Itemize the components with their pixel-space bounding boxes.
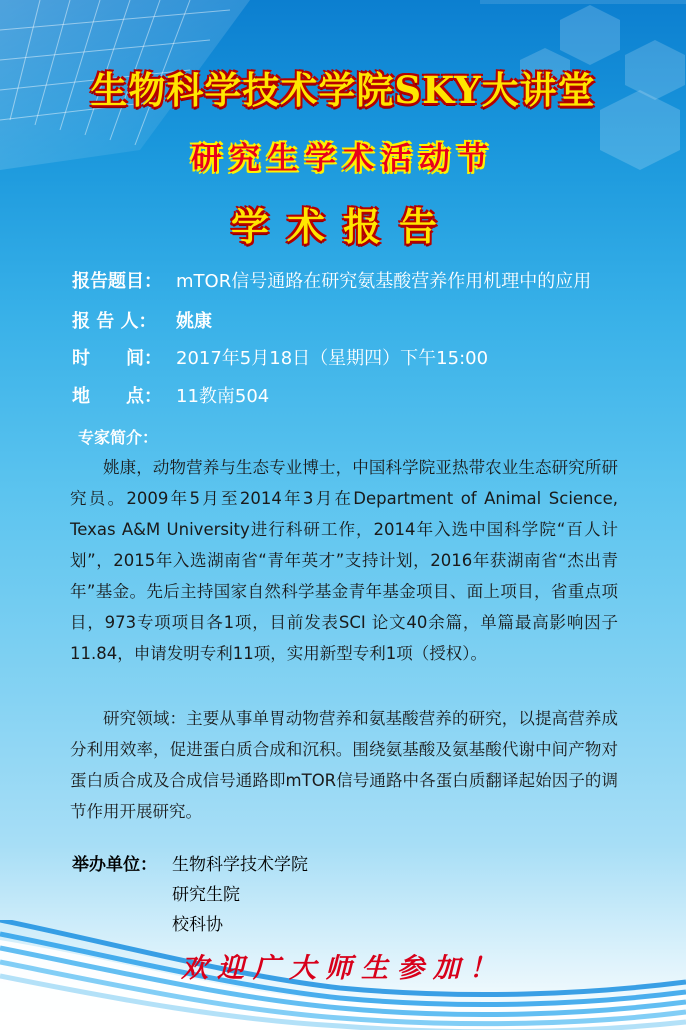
welcome-slogan: 欢迎广大师生参加！ <box>181 953 505 984</box>
research-field-paragraph: 研究领域：主要从事单胃动物营养和氨基酸营养的研究，以提高营养成分利用效率，促进蛋白质合成和沉积。围绕氨基酸及氨基酸代谢中间产物对蛋白质合成及合成信号通路即mTOR信号通路中各蛋白质翻译起始因子的调节作用开展研究。 <box>70 709 618 821</box>
place-value: 11教南504 <box>176 386 270 407</box>
place-label: 地 点： <box>72 386 162 407</box>
expert-bio-paragraph: 姚康，动物营养与生态专业博士，中国科学院亚热带农业生态研究所研究员。2009年5月至2014年3月在Department of Animal Science, Texas A&M University进行科研工作，2014年入选中国科学院“百人计划”，2015年入选湖南省“青年英才”支持计划，2016年获湖南省“杰出青年”基金。先后主持国家自然科学基金青年基金项目、面上项目，省重点项目，973专项项目各1项，目前发表SCI 论文40余篇，单篇最高影响因子11.84，申请发明专利11项，实用新型专利1项（授权）。 <box>70 458 618 663</box>
title-main: 生物科学技术学院SKY大讲堂 <box>90 68 596 112</box>
speaker-value: 姚康 <box>176 311 212 332</box>
info-place <box>72 382 652 408</box>
topic-value: mTOR信号通路在研究氨基酸营养作用机理中的应用 <box>176 271 592 292</box>
expert-intro-label: 专家简介： <box>78 428 159 447</box>
speaker-label: 报 告 人： <box>72 311 157 332</box>
title-report: 学术报告 <box>230 204 455 249</box>
organizer-unit: 生物科学技术学院 <box>172 855 308 875</box>
time-label: 时 间： <box>72 348 162 369</box>
info-time <box>72 344 652 370</box>
topic-label: 报告题目： <box>72 271 162 292</box>
info-topic <box>72 267 652 293</box>
organizer-unit: 研究生院 <box>172 885 240 905</box>
organizer-unit: 校科协 <box>172 915 223 935</box>
info-speaker <box>72 307 652 333</box>
time-value: 2017年5月18日（星期四）下午15:00 <box>176 348 489 369</box>
organizer-label: 举办单位： <box>72 855 157 875</box>
organizer-block <box>72 850 308 935</box>
title-subtitle: 研究生学术活动节 <box>191 141 495 177</box>
